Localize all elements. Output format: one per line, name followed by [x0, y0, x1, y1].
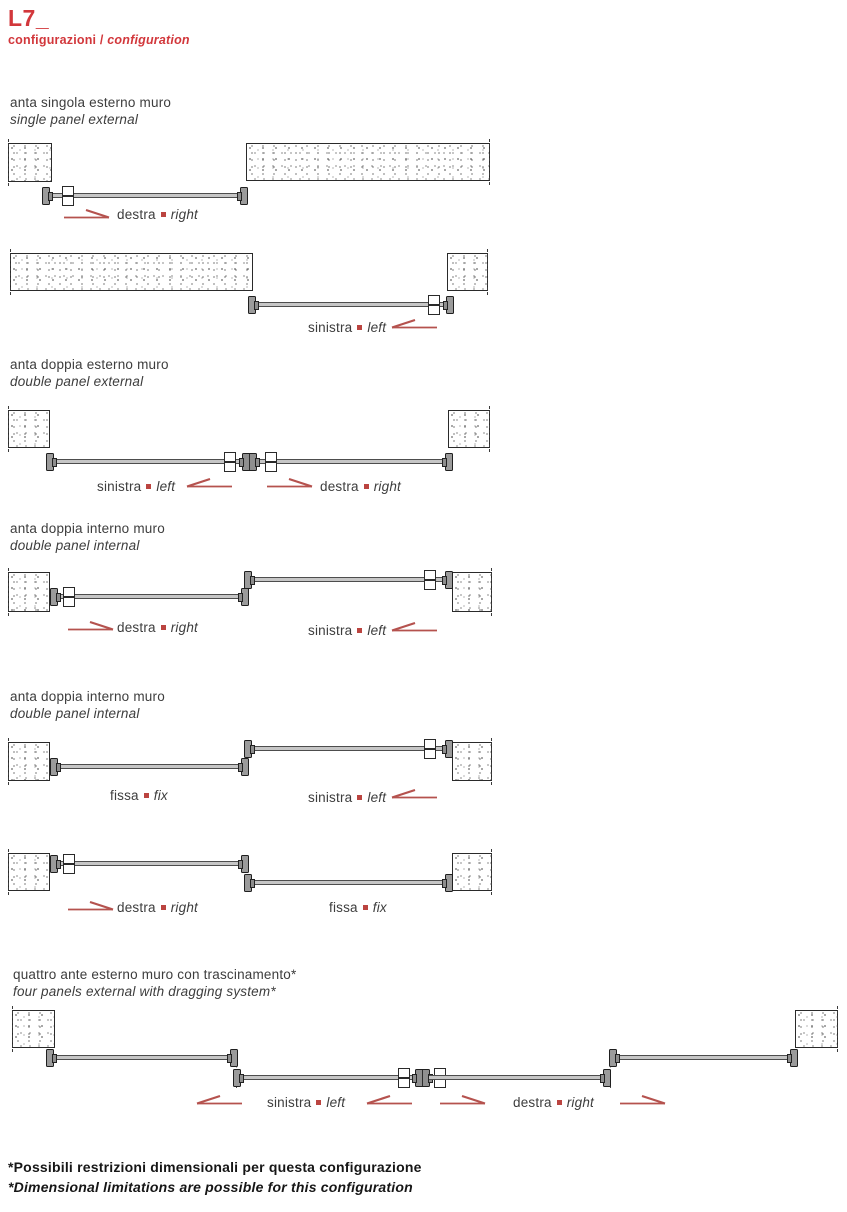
panel-bar [616, 1055, 791, 1060]
bullet-square-icon [144, 793, 149, 798]
panel-handle [63, 587, 73, 607]
section-title-en: four panels external with dragging system* [13, 984, 276, 999]
panel-bar [53, 1055, 231, 1060]
direction-label-it: fissa [110, 788, 139, 803]
wall [447, 253, 488, 291]
panel-endcap [233, 1069, 241, 1087]
panel-handle [424, 739, 434, 759]
section-title-it: quattro ante esterno muro con trascinamento* [13, 967, 297, 982]
footnote-line-it: *Possibili restrizioni dimensionali per questa configurazione [8, 1159, 422, 1175]
page-subtitle-separator: / [99, 33, 104, 47]
direction-label [117, 900, 198, 915]
direction-label [97, 479, 175, 494]
direction-label [267, 1095, 345, 1110]
section-title-it: anta singola esterno muro [10, 95, 172, 110]
direction-label-en: fix [372, 900, 387, 915]
panel-bar [49, 193, 241, 198]
footnote-line-en: *Dimensional limitations are possible for this configuration [8, 1178, 413, 1195]
wall [8, 572, 50, 612]
wall [795, 1010, 838, 1048]
section-title-en: single panel external [10, 112, 139, 127]
direction-label-en: left [326, 1095, 346, 1110]
direction-label [329, 900, 387, 915]
direction-label-it: fissa [329, 900, 358, 915]
panel-endcap [603, 1069, 611, 1087]
direction-label-it: sinistra [308, 320, 353, 335]
panel-endcap [445, 571, 453, 589]
panel-handle [265, 452, 275, 472]
direction-arrow-right-icon [68, 899, 114, 912]
panel-bar [240, 1075, 416, 1080]
bullet-square-icon [161, 212, 166, 217]
bullet-square-icon [357, 325, 362, 330]
panel-endcap [50, 758, 58, 776]
panel-handle [428, 295, 438, 315]
direction-label-en: right [566, 1095, 594, 1110]
direction-arrow-right-icon [620, 1093, 666, 1106]
direction-label-it: sinistra [267, 1095, 312, 1110]
direction-label-it: destra [117, 207, 156, 222]
section-title-double-external [10, 356, 169, 390]
wall [10, 253, 253, 291]
wall [8, 853, 50, 891]
wall [8, 143, 52, 182]
footnote [8, 1158, 422, 1197]
panel-endcap [241, 758, 249, 776]
bullet-square-icon [557, 1100, 562, 1105]
section-title-double-internal-2 [10, 688, 165, 722]
direction-label-it: destra [117, 900, 156, 915]
direction-label-en: left [156, 479, 176, 494]
section-title-en: double panel internal [10, 538, 140, 553]
direction-label [308, 320, 386, 335]
panel-endcap [445, 740, 453, 758]
section-title-it: anta doppia interno muro [10, 689, 165, 704]
direction-label-it: destra [513, 1095, 552, 1110]
panel-bar [57, 764, 243, 769]
panel-endcap [244, 874, 252, 892]
panel-bar [251, 746, 446, 751]
section-title-double-internal-1 [10, 520, 165, 554]
panel-handle [424, 570, 434, 590]
section-title-it: anta doppia esterno muro [10, 357, 169, 372]
bullet-square-icon [364, 484, 369, 489]
direction-label-en: right [170, 620, 198, 635]
direction-label [513, 1095, 594, 1110]
bullet-square-icon [363, 905, 368, 910]
page-subtitle-en: configuration [107, 33, 190, 47]
bullet-square-icon [146, 484, 151, 489]
panel-endcap [609, 1049, 617, 1067]
section-title-en: double panel external [10, 374, 144, 389]
section-title-single-external [10, 94, 171, 128]
direction-label [308, 790, 386, 805]
page-subtitle-it: configurazioni [8, 33, 97, 47]
direction-arrow-right-icon [68, 619, 114, 632]
bullet-square-icon [161, 905, 166, 910]
panel-endcap [50, 855, 58, 873]
direction-label-it: sinistra [97, 479, 142, 494]
bullet-square-icon [161, 625, 166, 630]
panel-bar [57, 594, 243, 599]
wall [8, 742, 50, 781]
wall [452, 853, 492, 891]
panel-bar [53, 459, 243, 464]
panel-endcap [46, 1049, 54, 1067]
panel-center-joint [415, 1069, 430, 1087]
direction-arrow-left-icon [186, 476, 232, 489]
panel-bar [251, 880, 446, 885]
direction-label-it: destra [320, 479, 359, 494]
direction-label-en: right [170, 900, 198, 915]
direction-label-it: destra [117, 620, 156, 635]
panel-endcap [241, 855, 249, 873]
direction-label [320, 479, 401, 494]
direction-label-en: right [170, 207, 198, 222]
bullet-square-icon [357, 795, 362, 800]
direction-arrow-left-icon [391, 787, 437, 800]
direction-label-en: fix [153, 788, 168, 803]
panel-bar [251, 577, 446, 582]
direction-arrow-left-icon [391, 620, 437, 633]
panel-bar [255, 302, 447, 307]
bullet-square-icon [316, 1100, 321, 1105]
direction-arrow-left-icon [366, 1093, 412, 1106]
panel-endcap [244, 571, 252, 589]
direction-label [110, 788, 168, 803]
section-title-it: anta doppia interno muro [10, 521, 165, 536]
panel-endcap [230, 1049, 238, 1067]
direction-label-it: sinistra [308, 790, 353, 805]
direction-arrow-left-icon [391, 317, 437, 330]
panel-endcap [790, 1049, 798, 1067]
panel-endcap [50, 588, 58, 606]
panel-bar [57, 861, 243, 866]
direction-label [117, 207, 198, 222]
direction-label-en: left [367, 790, 387, 805]
page-subtitle [8, 33, 190, 47]
direction-arrow-left-icon [196, 1093, 242, 1106]
wall [246, 143, 490, 181]
direction-label-en: right [373, 479, 401, 494]
wall [448, 410, 490, 448]
panel-endcap [445, 874, 453, 892]
section-title-four-external [13, 966, 296, 1000]
panel-endcap [46, 453, 54, 471]
panel-endcap [248, 296, 256, 314]
direction-arrow-right-icon [267, 476, 313, 489]
panel-endcap [244, 740, 252, 758]
direction-arrow-right-icon [440, 1093, 486, 1106]
section-title-en: double panel internal [10, 706, 140, 721]
panel-endcap [241, 588, 249, 606]
panel-center-joint [242, 453, 257, 471]
panel-handle [398, 1068, 408, 1088]
direction-label-en: left [367, 623, 387, 638]
panel-handle [224, 452, 234, 472]
wall [12, 1010, 55, 1048]
wall [452, 572, 492, 612]
panel-bar [256, 459, 446, 464]
panel-endcap [240, 187, 248, 205]
bullet-square-icon [357, 628, 362, 633]
wall [8, 410, 50, 448]
direction-label-it: sinistra [308, 623, 353, 638]
direction-label [308, 623, 386, 638]
panel-endcap [42, 187, 50, 205]
panel-handle [63, 854, 73, 874]
direction-arrow-right-icon [64, 207, 110, 220]
panel-endcap [445, 453, 453, 471]
panel-endcap [446, 296, 454, 314]
panel-handle [62, 186, 72, 206]
wall [452, 742, 492, 781]
direction-label [117, 620, 198, 635]
panel-bar [429, 1075, 604, 1080]
page-title: L7_ [8, 5, 50, 31]
direction-label-en: left [367, 320, 387, 335]
